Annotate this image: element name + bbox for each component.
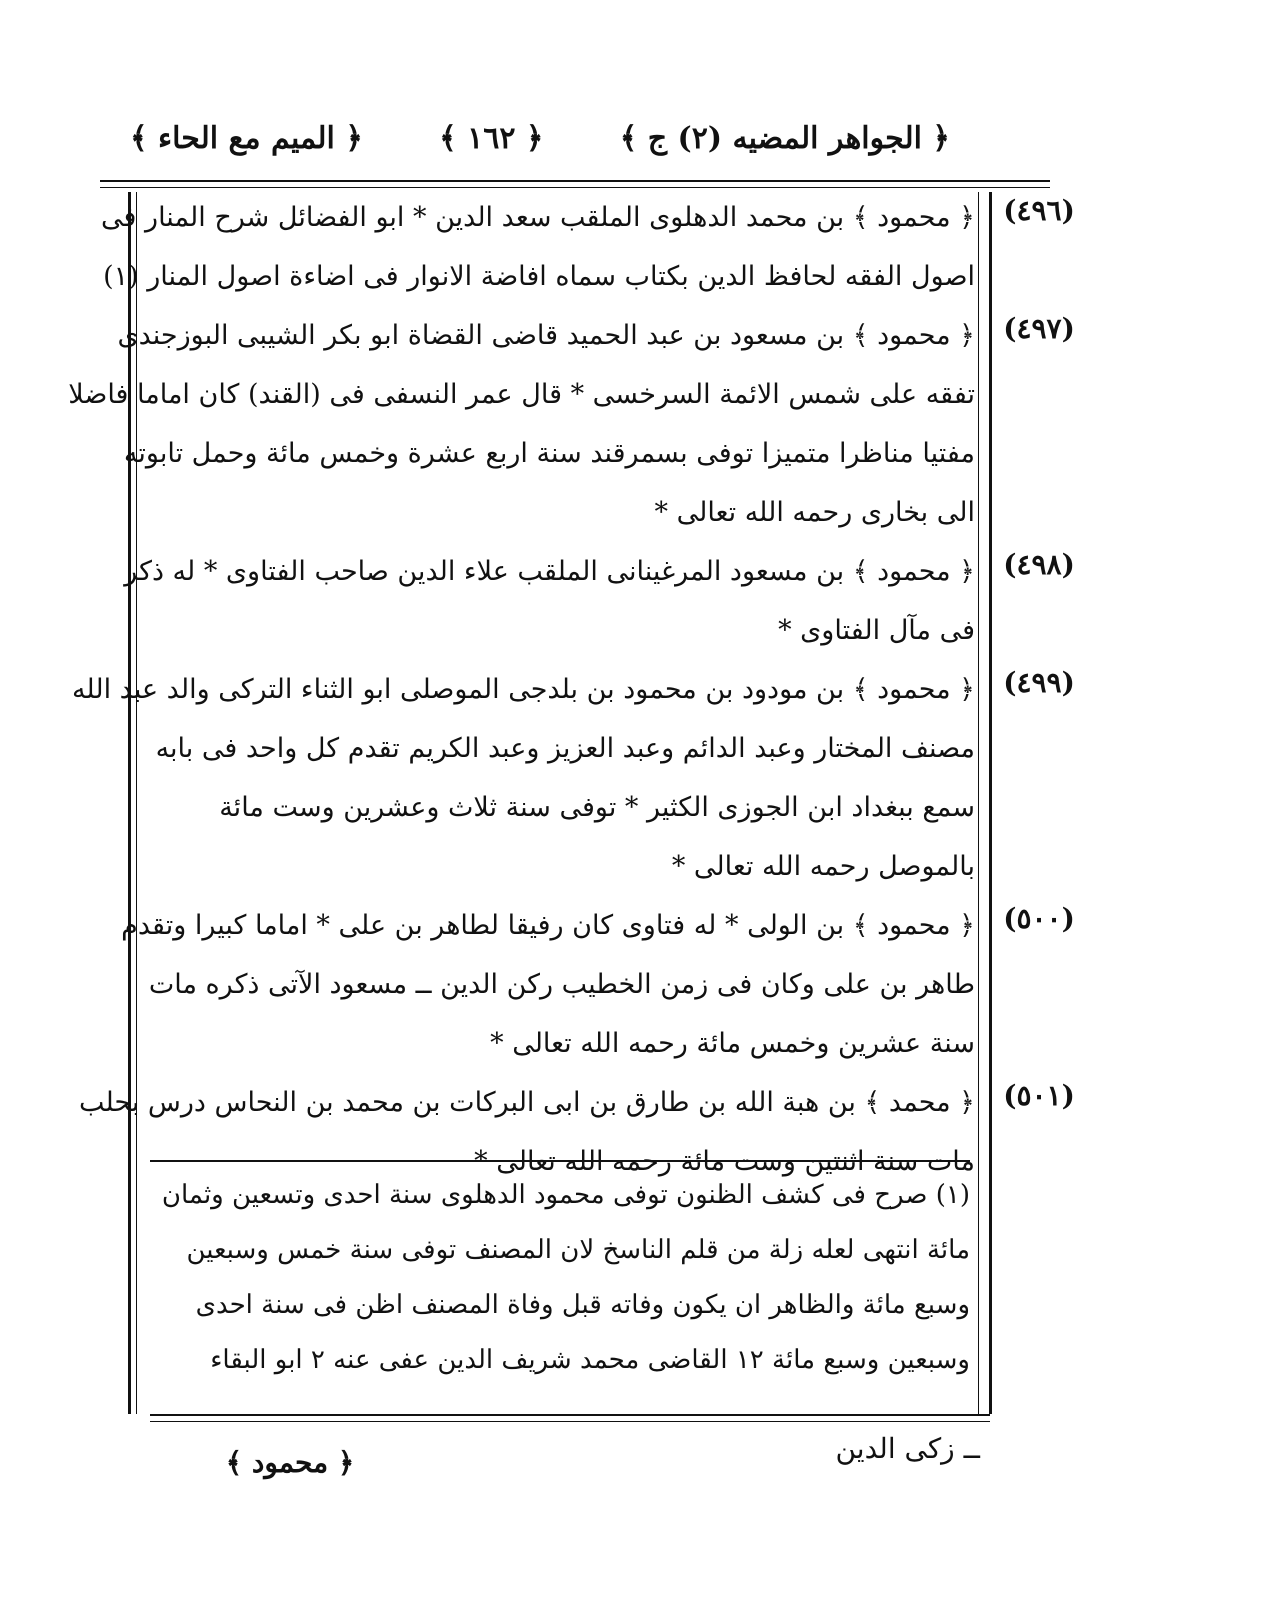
footnote-rule xyxy=(150,1160,970,1162)
page-number: ﴿ ١٦٢ ﴾ xyxy=(439,120,544,156)
entries-list xyxy=(68,188,1075,1191)
entry-498 xyxy=(124,542,1075,660)
entry-496 xyxy=(101,188,1075,306)
entry-number: (٤٩٨) xyxy=(1003,548,1075,581)
entry-number: (٥٠٠) xyxy=(1003,902,1075,935)
header-section: ﴿ الميم مع الحاء ﴾ xyxy=(130,120,363,156)
entry-line: فی مآل الفتاوی * xyxy=(778,615,975,646)
entry-line: مات سنة اثنتين وست مائة رحمه الله تعالی * xyxy=(474,1146,975,1177)
entry-line: مفتيا مناظرا متميزا توفی بسمرقند سنة اربع عشرة وخمس مائة وحمل تابوته xyxy=(123,438,975,469)
header-rule xyxy=(100,180,1050,182)
catchword: ﴿ محمود ﴾ xyxy=(225,1446,355,1479)
entry-line: تفقه علی شمس الائمة السرخسی * قال عمر النسفی فی (القند) كان اماما فاضلا xyxy=(68,379,975,410)
footnote-line: وسبع مائة والظاهر ان يكون وفاته قبل وفاة المصنف اظن فی سنة احدی xyxy=(195,1290,970,1320)
footnote-line: مائة انتهی لعله زلة من قلم الناسخ لان المصنف توفی سنة خمس وسبعين xyxy=(186,1235,970,1265)
entry-line: اصول الفقه لحافظ الدين بكتاب سماه افاضة الانوار فی اضاءة اصول المنار (١) xyxy=(103,261,975,292)
entry-line: ﴿ محمود ﴾ بن محمد الدهلوی الملقب سعد الدين * ابو الفضائل شرح المنار فی xyxy=(101,202,975,233)
frame-inner-line-right xyxy=(978,192,979,1414)
footnote-line: وسبعين وسبع مائة ١٢ القاضی محمد شريف الدين عفی عنه ٢ ابو البقاء xyxy=(210,1345,970,1375)
entry-line: ﴿ محمود ﴾ بن مودود بن محمود بن بلدجی الموصلی ابو الثناء التركی والد عبد الله xyxy=(71,674,975,705)
header-title: ﴿ الجواهر المضيه (٢) ج ﴾ xyxy=(619,120,950,156)
entry-497 xyxy=(68,306,1075,542)
footnote xyxy=(150,1160,970,1388)
bottom-rule xyxy=(150,1414,990,1416)
entry-500 xyxy=(121,896,1075,1073)
entry-number: (٤٩٩) xyxy=(1003,666,1075,699)
entry-line: ﴿ محمود ﴾ بن مسعود المرغينانی الملقب علاء الدين صاحب الفتاوی * له ذكر xyxy=(124,556,975,587)
entry-line: طاهر بن علی وكان فی زمن الخطيب ركن الدين ــ مسعود الآتی ذكره مات xyxy=(148,969,975,1000)
entry-number: (٤٩٦) xyxy=(1003,194,1075,227)
entry-line: بالموصل رحمه الله تعالی * xyxy=(671,851,975,882)
entry-499 xyxy=(71,660,1075,896)
entry-line: ﴿ محمد ﴾ بن هبة الله بن طارق بن ابی البركات بن محمد بن النحاس درس بحلب xyxy=(78,1087,975,1118)
bottom-rule-thin xyxy=(150,1421,990,1422)
footnote-line: (١) صرح فی كشف الظنون توفی محمود الدهلوی سنة احدی وتسعين وثمان xyxy=(161,1180,970,1210)
entry-line: سمع ببغداد ابن الجوزی الكثير * توفی سنة ثلاث وعشرين وست مائة xyxy=(219,792,975,823)
entry-number: (٤٩٧) xyxy=(1003,312,1075,345)
entry-line: ﴿ محمود ﴾ بن مسعود بن عبد الحميد قاضی القضاة ابو بكر الشيبی البوزجندی xyxy=(117,320,975,351)
entry-number: (٥٠١) xyxy=(1003,1079,1075,1112)
entry-line: الی بخاری رحمه الله تعالی * xyxy=(654,497,975,528)
running-header xyxy=(130,108,950,168)
entry-line: مصنف المختار وعبد الدائم وعبد العزيز وعبد الكريم تقدم كل واحد فی بابه xyxy=(155,733,975,764)
entry-line: سنة عشرين وخمس مائة رحمه الله تعالی * xyxy=(490,1028,975,1059)
footnote-continuation: ــ زكی الدين xyxy=(835,1432,980,1465)
entry-line: ﴿ محمود ﴾ بن الولی * له فتاوی كان رفيقا لطاهر بن علی * اماما كبيرا وتقدم xyxy=(121,910,975,941)
